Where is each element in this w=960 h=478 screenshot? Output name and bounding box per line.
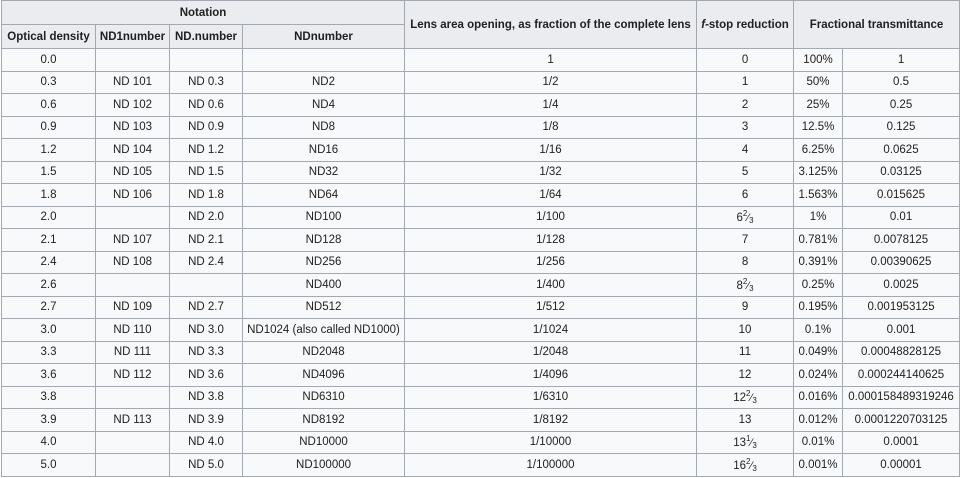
lens-area-cell: 1: [405, 49, 697, 72]
nd-dot-number-cell: [170, 49, 243, 72]
percent-cell: 12.5%: [794, 116, 843, 139]
ndnumber-cell: ND4096: [243, 364, 405, 387]
transmittance-cell: 0.001: [843, 319, 960, 342]
fraction-denominator: 3: [752, 463, 757, 473]
transmittance-cell: 0.001953125: [843, 296, 960, 319]
fstop-whole: 12: [733, 392, 747, 405]
nd-dot-number-cell: ND 0.9: [170, 116, 243, 139]
fraction-denominator: 3: [749, 216, 754, 226]
table-row: [2, 184, 960, 207]
fraction-denominator: 3: [752, 396, 757, 406]
fstop-whole: 16: [733, 459, 747, 472]
fraction-numerator: 2: [746, 456, 751, 466]
lens-area-cell: 1/6310: [405, 386, 697, 409]
nd-dot-number-cell: ND 2.7: [170, 296, 243, 319]
nd1number-cell: ND 111: [96, 341, 170, 364]
fraction-numerator: 1: [746, 434, 751, 444]
fstop-cell: [697, 206, 794, 229]
ndnumber-cell: ND512: [243, 296, 405, 319]
fstop-header-f: f: [701, 18, 706, 31]
fstop-fraction: [746, 389, 757, 406]
fstop-whole: 3: [741, 121, 749, 134]
percent-cell: 1%: [794, 206, 843, 229]
nd-dot-number-cell: ND 1.2: [170, 139, 243, 162]
nd1number-cell: [96, 49, 170, 72]
percent-cell: 0.391%: [794, 251, 843, 274]
notation-header: Notation: [2, 1, 405, 25]
transmittance-cell: 0.015625: [843, 184, 960, 207]
ndnumber-header: NDnumber: [243, 25, 405, 49]
fraction-numerator: 2: [746, 389, 751, 399]
fstop-fraction: [746, 434, 757, 451]
fractional-header: Fractional transmittance: [794, 1, 960, 49]
nd-dot-number-cell: ND 1.5: [170, 161, 243, 184]
nd-dot-number-cell: [170, 274, 243, 297]
transmittance-cell: 0.01: [843, 206, 960, 229]
optical-density-cell: 0.6: [2, 94, 96, 117]
ndnumber-cell: ND400: [243, 274, 405, 297]
percent-cell: 1.563%: [794, 184, 843, 207]
fstop-cell: [697, 139, 794, 162]
fstop-whole: 4: [741, 143, 749, 156]
optical-density-header: Optical density: [2, 25, 96, 49]
percent-cell: 0.195%: [794, 296, 843, 319]
percent-cell: 25%: [794, 94, 843, 117]
table-row: [2, 296, 960, 319]
fstop-header-rest: -stop reduction: [705, 18, 789, 31]
ndnumber-cell: [243, 49, 405, 72]
table-row: [2, 71, 960, 94]
ndnumber-cell: ND64: [243, 184, 405, 207]
nd1number-cell: [96, 386, 170, 409]
nd-dot-number-cell: ND 2.0: [170, 206, 243, 229]
table-row: [2, 274, 960, 297]
optical-density-cell: 5.0: [2, 454, 96, 477]
fraction-denominator: 3: [752, 441, 757, 451]
transmittance-cell: 0.00048828125: [843, 341, 960, 364]
ndnumber-cell: ND32: [243, 161, 405, 184]
nd1number-cell: ND 106: [96, 184, 170, 207]
nd1number-cell: ND 109: [96, 296, 170, 319]
percent-cell: 3.125%: [794, 161, 843, 184]
fstop-cell: [697, 229, 794, 252]
nd-dot-number-cell: ND 2.1: [170, 229, 243, 252]
optical-density-cell: 2.1: [2, 229, 96, 252]
table-row: [2, 139, 960, 162]
lens-area-cell: 1/4: [405, 94, 697, 117]
nd1number-cell: ND 113: [96, 409, 170, 432]
fstop-whole: 5: [741, 166, 749, 179]
nd1number-cell: [96, 274, 170, 297]
fstop-whole: 7: [741, 233, 749, 246]
fstop-cell: [697, 71, 794, 94]
ndnumber-cell: ND6310: [243, 386, 405, 409]
lens-area-cell: 1/100: [405, 206, 697, 229]
optical-density-cell: 1.2: [2, 139, 96, 162]
nd-dot-number-cell: ND 3.3: [170, 341, 243, 364]
percent-cell: 0.25%: [794, 274, 843, 297]
transmittance-cell: 0.0078125: [843, 229, 960, 252]
percent-cell: 100%: [794, 49, 843, 72]
lens-area-cell: 1/128: [405, 229, 697, 252]
nd-dot-number-cell: ND 1.8: [170, 184, 243, 207]
transmittance-cell: 0.5: [843, 71, 960, 94]
table-row: [2, 229, 960, 252]
fstop-whole: 13: [733, 437, 747, 450]
lens-area-cell: 1/32: [405, 161, 697, 184]
optical-density-cell: 4.0: [2, 431, 96, 454]
fstop-cell: [697, 274, 794, 297]
lens-area-cell: 1/256: [405, 251, 697, 274]
table-row: [2, 431, 960, 454]
lens-area-cell: 1/2048: [405, 341, 697, 364]
fstop-cell: [697, 94, 794, 117]
transmittance-cell: 0.0625: [843, 139, 960, 162]
fstop-whole: 6: [741, 188, 749, 201]
percent-cell: 0.012%: [794, 409, 843, 432]
nd-dot-number-header: ND.number: [170, 25, 243, 49]
table-row: [2, 49, 960, 72]
percent-cell: 0.001%: [794, 454, 843, 477]
table-row: [2, 364, 960, 387]
table-row: [2, 161, 960, 184]
fstop-whole: 11: [739, 346, 751, 359]
nd1number-cell: ND 103: [96, 116, 170, 139]
fstop-whole: 6: [736, 212, 743, 225]
fstop-cell: [697, 116, 794, 139]
table-body: [2, 49, 960, 477]
transmittance-cell: 0.03125: [843, 161, 960, 184]
nd1number-cell: ND 102: [96, 94, 170, 117]
table-row: [2, 251, 960, 274]
nd-filter-table: [1, 0, 960, 477]
transmittance-cell: 0.0025: [843, 274, 960, 297]
lens-area-cell: 1/2: [405, 71, 697, 94]
fstop-cell: [697, 49, 794, 72]
nd1number-cell: ND 107: [96, 229, 170, 252]
nd-dot-number-cell: ND 3.6: [170, 364, 243, 387]
fstop-cell: [697, 251, 794, 274]
lens-area-cell: 1/8192: [405, 409, 697, 432]
transmittance-cell: 0.00390625: [843, 251, 960, 274]
nd-dot-number-cell: ND 5.0: [170, 454, 243, 477]
nd1number-cell: ND 104: [96, 139, 170, 162]
nd1number-cell: ND 110: [96, 319, 170, 342]
optical-density-cell: 2.7: [2, 296, 96, 319]
nd1number-cell: ND 101: [96, 71, 170, 94]
table-row: [2, 116, 960, 139]
nd-dot-number-cell: ND 3.0: [170, 319, 243, 342]
fraction-denominator: 3: [749, 283, 754, 293]
fraction-numerator: 2: [742, 276, 748, 286]
fstop-cell: [697, 409, 794, 432]
transmittance-cell: 0.0001: [843, 431, 960, 454]
fstop-whole: 9: [741, 301, 749, 314]
nd1number-cell: ND 105: [96, 161, 170, 184]
lens-area-cell: 1/16: [405, 139, 697, 162]
optical-density-cell: 3.3: [2, 341, 96, 364]
fstop-cell: [697, 386, 794, 409]
fstop-cell: [697, 319, 794, 342]
fstop-whole: 0: [741, 53, 749, 66]
ndnumber-cell: ND100000: [243, 454, 405, 477]
ndnumber-cell: ND2: [243, 71, 405, 94]
ndnumber-cell: ND128: [243, 229, 405, 252]
nd-dot-number-cell: ND 0.3: [170, 71, 243, 94]
fstop-cell: [697, 454, 794, 477]
nd-dot-number-cell: ND 3.9: [170, 409, 243, 432]
fstop-fraction: [746, 456, 757, 473]
fraction-slash: ⁄: [750, 459, 753, 472]
ndnumber-cell: ND4: [243, 94, 405, 117]
percent-cell: 50%: [794, 71, 843, 94]
optical-density-cell: 3.9: [2, 409, 96, 432]
nd-dot-number-cell: ND 3.8: [170, 386, 243, 409]
lens-area-cell: 1/1024: [405, 319, 697, 342]
table-row: [2, 454, 960, 477]
fstop-cell: [697, 184, 794, 207]
percent-cell: 0.016%: [794, 386, 843, 409]
fstop-whole: 13: [738, 413, 752, 426]
nd1number-cell: [96, 454, 170, 477]
lens-area-cell: 1/400: [405, 274, 697, 297]
ndnumber-cell: ND2048: [243, 341, 405, 364]
table-row: [2, 386, 960, 409]
lens-area-cell: 1/64: [405, 184, 697, 207]
ndnumber-cell: ND8192: [243, 409, 405, 432]
fstop-cell: [697, 431, 794, 454]
fstop-fraction: [742, 276, 754, 293]
nd1number-cell: [96, 431, 170, 454]
nd-dot-number-cell: ND 0.6: [170, 94, 243, 117]
optical-density-cell: 1.8: [2, 184, 96, 207]
nd1number-header: ND1number: [96, 25, 170, 49]
nd-dot-number-cell: ND 4.0: [170, 431, 243, 454]
transmittance-cell: 0.00001: [843, 454, 960, 477]
nd1number-cell: ND 112: [96, 364, 170, 387]
fstop-fraction: [742, 209, 754, 226]
fstop-whole: 8: [736, 279, 743, 292]
fstop-whole: 12: [738, 368, 752, 381]
fraction-slash: ⁄: [747, 212, 750, 225]
percent-cell: 6.25%: [794, 139, 843, 162]
nd1number-cell: ND 108: [96, 251, 170, 274]
percent-cell: 0.1%: [794, 319, 843, 342]
table-row: [2, 94, 960, 117]
ndnumber-cell: ND1024 (also called ND1000): [243, 319, 405, 342]
lens-area-cell: 1/4096: [405, 364, 697, 387]
transmittance-cell: 0.000244140625: [843, 364, 960, 387]
fstop-whole: 10: [738, 323, 752, 336]
ndnumber-cell: ND256: [243, 251, 405, 274]
lens-area-cell: 1/512: [405, 296, 697, 319]
fstop-whole: 8: [741, 256, 749, 269]
optical-density-cell: 3.0: [2, 319, 96, 342]
percent-cell: 0.01%: [794, 431, 843, 454]
fstop-cell: [697, 296, 794, 319]
fstop-cell: [697, 161, 794, 184]
transmittance-cell: 1: [843, 49, 960, 72]
fraction-slash: ⁄: [747, 279, 750, 292]
nd1number-cell: [96, 206, 170, 229]
table-row: [2, 409, 960, 432]
transmittance-cell: 0.0001220703125: [843, 409, 960, 432]
percent-cell: 0.781%: [794, 229, 843, 252]
fraction-slash: ⁄: [750, 437, 753, 450]
lens-area-cell: 1/10000: [405, 431, 697, 454]
transmittance-cell: 0.000158489319246: [843, 386, 960, 409]
transmittance-cell: 0.25: [843, 94, 960, 117]
fraction-slash: ⁄: [750, 392, 753, 405]
percent-cell: 0.024%: [794, 364, 843, 387]
percent-cell: 0.049%: [794, 341, 843, 364]
fstop-header: [697, 1, 794, 49]
lens-area-cell: 1/100000: [405, 454, 697, 477]
ndnumber-cell: ND100: [243, 206, 405, 229]
optical-density-cell: 0.3: [2, 71, 96, 94]
optical-density-cell: 2.4: [2, 251, 96, 274]
optical-density-cell: 3.8: [2, 386, 96, 409]
optical-density-cell: 0.0: [2, 49, 96, 72]
fraction-numerator: 2: [742, 209, 748, 219]
optical-density-cell: 1.5: [2, 161, 96, 184]
fstop-cell: [697, 364, 794, 387]
table-row: [2, 319, 960, 342]
nd-dot-number-cell: ND 2.4: [170, 251, 243, 274]
ndnumber-cell: ND8: [243, 116, 405, 139]
optical-density-cell: 2.0: [2, 206, 96, 229]
ndnumber-cell: ND10000: [243, 431, 405, 454]
lens-area-cell: 1/8: [405, 116, 697, 139]
table-row: [2, 341, 960, 364]
optical-density-cell: 0.9: [2, 116, 96, 139]
table-row: [2, 206, 960, 229]
optical-density-cell: 2.6: [2, 274, 96, 297]
fstop-cell: [697, 341, 794, 364]
lens-area-header: Lens area opening, as fraction of the complete lens: [405, 1, 697, 49]
optical-density-cell: 3.6: [2, 364, 96, 387]
fstop-whole: 2: [741, 98, 749, 111]
transmittance-cell: 0.125: [843, 116, 960, 139]
fstop-whole: 1: [741, 76, 749, 89]
ndnumber-cell: ND16: [243, 139, 405, 162]
